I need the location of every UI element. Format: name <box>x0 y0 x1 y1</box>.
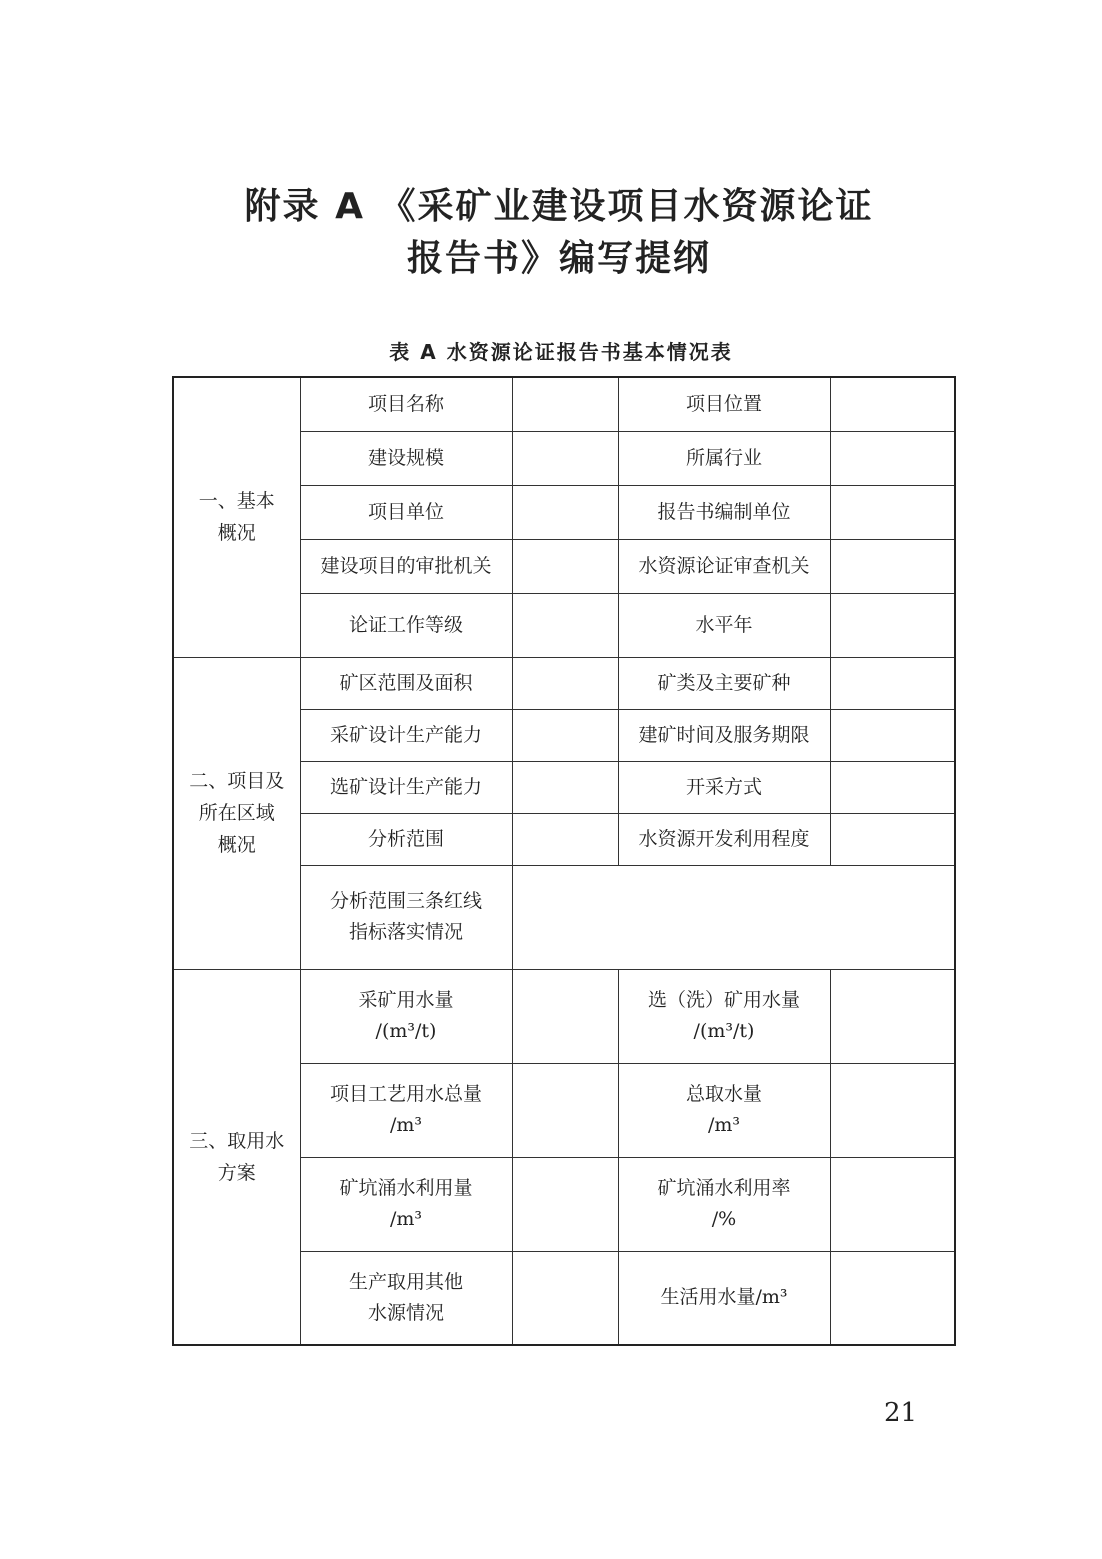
table-row <box>173 377 955 431</box>
field-label: 矿坑涌水利用量 /m³ <box>300 1157 512 1251</box>
field-value <box>512 709 618 761</box>
field-value <box>830 377 955 431</box>
field-label: 建设规模 <box>300 431 512 485</box>
field-label: 所属行业 <box>618 431 830 485</box>
field-value <box>512 539 618 593</box>
field-value <box>512 1251 618 1345</box>
field-label: 矿区范围及面积 <box>300 657 512 709</box>
field-label: 水资源开发利用程度 <box>618 813 830 865</box>
field-value <box>830 813 955 865</box>
field-label: 报告书编制单位 <box>618 485 830 539</box>
field-value <box>830 969 955 1063</box>
field-value <box>830 1251 955 1345</box>
field-label: 采矿用水量 /(m³/t) <box>300 969 512 1063</box>
section-header-project-area: 二、项目及 所在区域 概况 <box>173 657 300 969</box>
field-label: 项目单位 <box>300 485 512 539</box>
field-value <box>830 485 955 539</box>
field-value <box>512 431 618 485</box>
field-value <box>830 1063 955 1157</box>
table-row <box>173 657 955 709</box>
field-value <box>512 593 618 657</box>
field-value <box>830 709 955 761</box>
page-title-line-1: 附录 A 《采矿业建设项目水资源论证 <box>244 186 874 227</box>
field-value <box>830 593 955 657</box>
field-value <box>830 761 955 813</box>
field-label: 水平年 <box>618 593 830 657</box>
field-value <box>512 657 618 709</box>
field-value <box>512 761 618 813</box>
page-number: 21 <box>884 1398 918 1428</box>
section-header-basic: 一、基本 概况 <box>173 377 300 657</box>
field-label: 建设项目的审批机关 <box>300 539 512 593</box>
field-label: 选（洗）矿用水量 /(m³/t) <box>618 969 830 1063</box>
field-value <box>512 813 618 865</box>
field-label: 生产取用其他 水源情况 <box>300 1251 512 1345</box>
field-label: 开采方式 <box>618 761 830 813</box>
field-value <box>512 377 618 431</box>
field-label: 项目工艺用水总量 /m³ <box>300 1063 512 1157</box>
field-value <box>830 539 955 593</box>
field-value <box>512 865 955 969</box>
field-label: 分析范围三条红线 指标落实情况 <box>300 865 512 969</box>
field-label: 选矿设计生产能力 <box>300 761 512 813</box>
field-value <box>512 485 618 539</box>
field-label: 项目名称 <box>300 377 512 431</box>
field-label: 论证工作等级 <box>300 593 512 657</box>
field-label: 采矿设计生产能力 <box>300 709 512 761</box>
field-value <box>512 1063 618 1157</box>
field-label: 总取水量 /m³ <box>618 1063 830 1157</box>
field-value <box>830 1157 955 1251</box>
field-label: 矿坑涌水利用率 /% <box>618 1157 830 1251</box>
table-row <box>173 969 955 1063</box>
field-value <box>512 1157 618 1251</box>
table-caption: 表 A 水资源论证报告书基本情况表 <box>389 340 733 364</box>
field-value <box>830 431 955 485</box>
field-value <box>512 969 618 1063</box>
field-label: 矿类及主要矿种 <box>618 657 830 709</box>
basic-info-table <box>172 376 956 1346</box>
field-label: 水资源论证审查机关 <box>618 539 830 593</box>
page-title-line-2: 报告书》编写提纲 <box>406 238 711 279</box>
field-label: 生活用水量/m³ <box>618 1251 830 1345</box>
field-label: 建矿时间及服务期限 <box>618 709 830 761</box>
field-label: 分析范围 <box>300 813 512 865</box>
field-value <box>830 657 955 709</box>
section-header-water-plan: 三、取用水 方案 <box>173 969 300 1345</box>
field-label: 项目位置 <box>618 377 830 431</box>
